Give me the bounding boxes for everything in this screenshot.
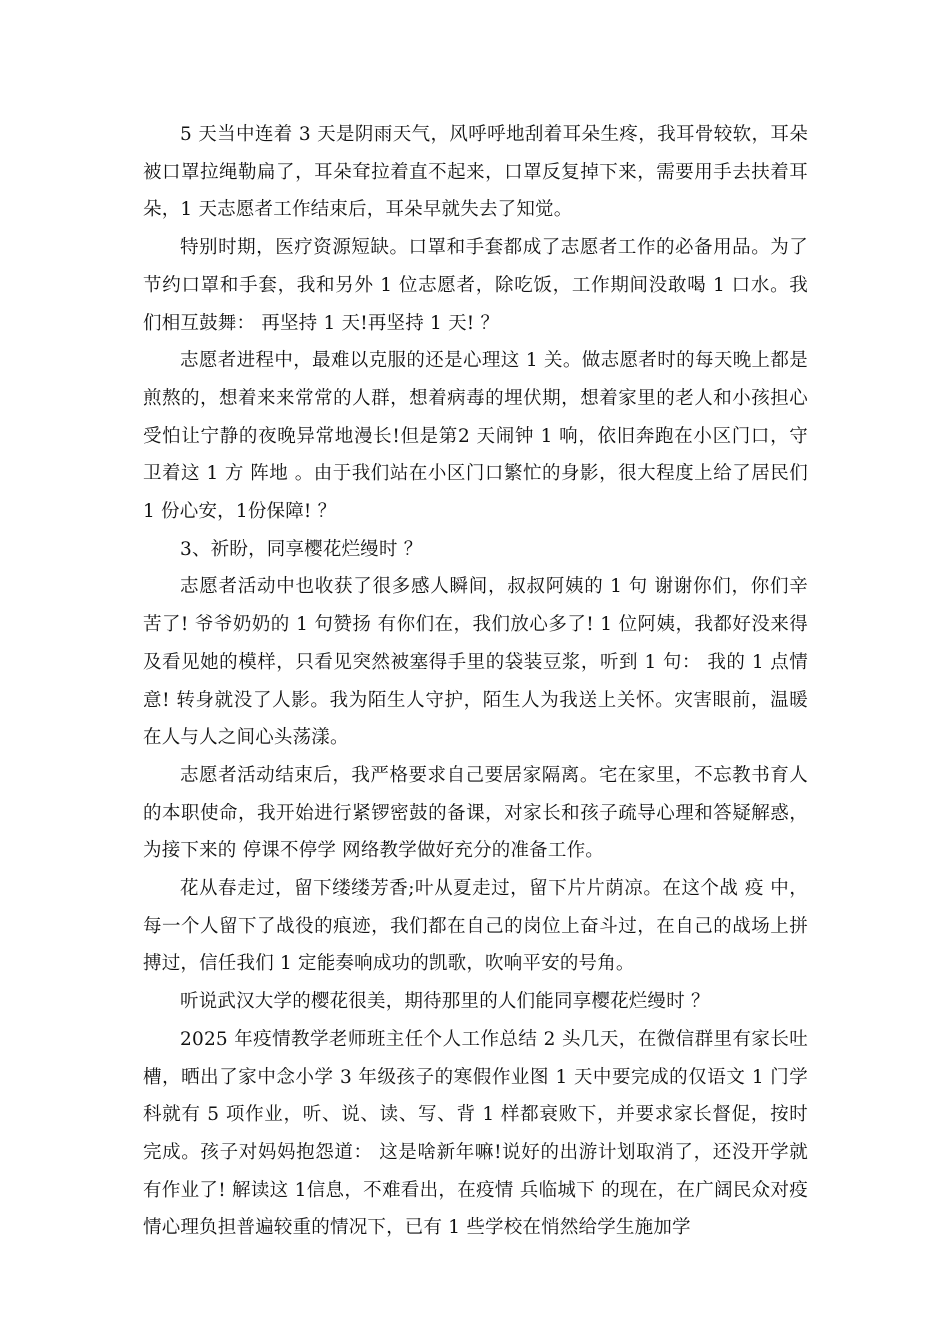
document-body <box>143 116 815 1247</box>
paragraph-home-isolation: 志愿者活动结束后，我严格要求自己要居家隔离。宅在家里，不忘教书育人的本职使命，我开始进行紧锣密鼓的备课，对家长和孩子疏导心理和答疑解惑，为接下来的 停课不停学 网络教学做好充分的准备工作。 <box>143 764 808 862</box>
section-heading-cherry-blossom: 3、祈盼，同享樱花烂缦时 ？ <box>180 538 423 560</box>
paragraph-flowers-and-leaves: 花从春走过，留下缕缕芳香;叶从夏走过，留下片片荫凉。在这个战 疫 中，每一个人留下了战役的痕迹，我们都在自己的岗位上奋斗过，在自己的战场上拼搏过，信任我们 1 定能奏响成功的凯歌，吹响平安的号角。 <box>143 878 808 975</box>
paragraph-psychological-challenge: 志愿者进程中，最难以克服的还是心理这 1 关。做志愿者时的每天晚上都是煎熬的，想着来来常常的人群，想着病毒的埋伏期，想着家里的老人和小孩担心受怕让宁静的夜晚异常地漫长!但是第2 天闹钟 1 响，依旧奔跑在小区门口，守卫着这 1 方 阵地 。由于我们站在小区门口繁忙的身影，很大程度上给了居民们 1 份心安，1份保障! ？ <box>143 350 815 523</box>
paragraph-ears-cold-weather: 5 天当中连着 3 天是阴雨天气，风呼呼地刮着耳朵生疼，我耳骨较软，耳朵被口罩拉绳勒扁了，耳朵耷拉着直不起来，口罩反复掉下来，需要用手去扶着耳朵，1 天志愿者工作结束后，耳朵早就失去了知觉。 <box>143 124 808 221</box>
paragraph-work-summary-2025: 2025 年疫情教学老师班主任个人工作总结 2 头几天，在微信群里有家长吐槽，晒出了家中念小学 3 年级孩子的寒假作业图 1 天中要完成的仅语文 1 门学科就有 5 项作业，听、说、读、写、背 1 样都衰败下，并要求家长督促，按时完成。孩子对妈妈抱怨道： 这是啥新年嘛!说好的出游计划取消了，还没开学就有作业了! 解读这 1信息，不难看出，在疫情 兵临城下 的现在，在广阔民众对疫情心理负担普遍较重的情况下，已有 1 些学校在悄然给学生施加学 <box>143 1028 808 1239</box>
paragraph-wuhan-cherry: 听说武汉大学的樱花很美，期待那里的人们能同享樱花烂缦时 ？ <box>180 991 710 1013</box>
paragraph-touching-moments: 志愿者活动中也收获了很多感人瞬间，叔叔阿姨的 1 句 谢谢你们，你们辛苦了! 爷爷奶奶的 1 句赞扬 有你们在，我们放心多了! 1 位阿姨，我都好没来得及看见她的模样，只看见突然被塞得手里的袋装豆浆，听到 1 句： 我的 1 点情意! 转身就没了人影。我为陌生人守护，陌生人为我送上关怀。灾害眼前，温暖在人与人之间心头荡漾。 <box>143 576 808 749</box>
paragraph-medical-supplies: 特别时期，医疗资源短缺。口罩和手套都成了志愿者工作的必备用品。为了节约口罩和手套，我和另外 1 位志愿者，除吃饭，工作期间没敢喝 1 口水。我们相互鼓舞： 再坚持 1 天!再坚持 1 天! ？ <box>143 237 808 334</box>
